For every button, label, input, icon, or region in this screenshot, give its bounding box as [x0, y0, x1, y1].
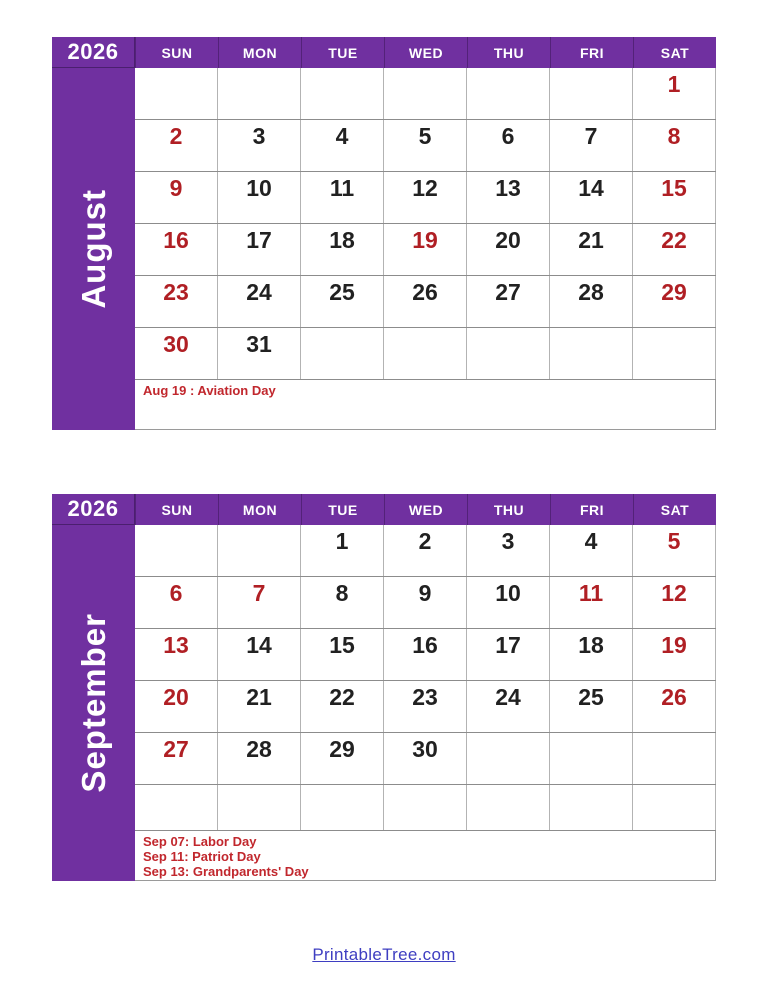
date-cell-august-1: 1	[633, 68, 716, 119]
date-cell-august-23: 23	[135, 276, 218, 327]
date-cell-empty	[218, 525, 301, 576]
date-cell-empty	[301, 68, 384, 119]
day-header-tue: TUE	[301, 37, 384, 68]
date-cell-august-24: 24	[218, 276, 301, 327]
date-cell-empty	[467, 68, 550, 119]
date-cell-september-17: 17	[467, 629, 550, 680]
day-header-fri: FRI	[550, 37, 633, 68]
date-cell-august-31: 31	[218, 328, 301, 379]
date-cell-empty	[550, 328, 633, 379]
date-cell-empty	[135, 785, 218, 830]
date-cell-empty	[135, 68, 218, 119]
date-cell-september-5: 5	[633, 525, 716, 576]
date-cell-august-21: 21	[550, 224, 633, 275]
date-cell-august-25: 25	[301, 276, 384, 327]
week-row	[135, 328, 716, 380]
holiday-note-line: Aug 19 : Aviation Day	[143, 383, 276, 398]
date-cell-august-11: 11	[301, 172, 384, 223]
week-row	[135, 120, 716, 172]
week-row	[135, 681, 716, 733]
date-cell-empty	[633, 733, 716, 784]
date-cell-august-6: 6	[467, 120, 550, 171]
date-cell-september-14: 14	[218, 629, 301, 680]
date-cell-empty	[135, 525, 218, 576]
day-header-sun: SUN	[135, 37, 218, 68]
month-block-august	[52, 37, 716, 430]
date-cell-august-15: 15	[633, 172, 716, 223]
date-cell-august-29: 29	[633, 276, 716, 327]
date-cell-august-9: 9	[135, 172, 218, 223]
week-row	[135, 629, 716, 681]
date-cell-september-22: 22	[301, 681, 384, 732]
calendar-grid	[135, 494, 716, 881]
date-cell-september-23: 23	[384, 681, 467, 732]
date-cell-empty	[550, 68, 633, 119]
date-cell-august-19: 19	[384, 224, 467, 275]
date-cell-september-2: 2	[384, 525, 467, 576]
date-cell-september-28: 28	[218, 733, 301, 784]
month-name-cell	[52, 68, 135, 430]
date-cell-august-8: 8	[633, 120, 716, 171]
date-cell-empty	[384, 68, 467, 119]
date-cell-august-10: 10	[218, 172, 301, 223]
date-cell-august-20: 20	[467, 224, 550, 275]
week-row	[135, 172, 716, 224]
date-cell-september-27: 27	[135, 733, 218, 784]
date-cell-august-18: 18	[301, 224, 384, 275]
day-header-thu: THU	[467, 37, 550, 68]
date-cell-september-12: 12	[633, 577, 716, 628]
footer	[0, 945, 768, 965]
date-cell-august-16: 16	[135, 224, 218, 275]
date-cell-empty	[301, 328, 384, 379]
date-cell-empty	[301, 785, 384, 830]
holiday-note-line: Sep 13: Grandparents' Day	[143, 864, 309, 879]
month-name-label: September	[74, 613, 112, 793]
calendar-grid	[135, 37, 716, 430]
footer-link[interactable]: PrintableTree.com	[312, 945, 456, 964]
date-cell-september-30: 30	[384, 733, 467, 784]
month-sidebar	[52, 37, 135, 430]
day-header-wed: WED	[384, 494, 467, 525]
date-cell-september-3: 3	[467, 525, 550, 576]
date-cell-empty	[633, 328, 716, 379]
date-grid	[135, 525, 716, 831]
date-cell-august-22: 22	[633, 224, 716, 275]
month-sidebar	[52, 494, 135, 881]
date-cell-august-4: 4	[301, 120, 384, 171]
date-cell-september-21: 21	[218, 681, 301, 732]
date-cell-september-15: 15	[301, 629, 384, 680]
day-header-mon: MON	[218, 494, 301, 525]
holiday-note-line: Sep 07: Labor Day	[143, 834, 257, 849]
day-header-sat: SAT	[633, 494, 716, 525]
day-of-week-header-row	[135, 494, 716, 525]
date-cell-september-1: 1	[301, 525, 384, 576]
date-cell-september-25: 25	[550, 681, 633, 732]
date-cell-september-10: 10	[467, 577, 550, 628]
year-label: 2026	[52, 37, 135, 68]
date-cell-september-19: 19	[633, 629, 716, 680]
day-header-wed: WED	[384, 37, 467, 68]
date-cell-september-16: 16	[384, 629, 467, 680]
week-row	[135, 733, 716, 785]
date-cell-august-2: 2	[135, 120, 218, 171]
date-cell-empty	[633, 785, 716, 830]
date-cell-august-26: 26	[384, 276, 467, 327]
holiday-notes-box	[135, 831, 716, 881]
date-cell-september-24: 24	[467, 681, 550, 732]
date-cell-august-13: 13	[467, 172, 550, 223]
date-cell-empty	[218, 785, 301, 830]
date-cell-september-4: 4	[550, 525, 633, 576]
date-cell-august-5: 5	[384, 120, 467, 171]
date-cell-september-8: 8	[301, 577, 384, 628]
date-cell-august-17: 17	[218, 224, 301, 275]
month-block-september	[52, 494, 716, 881]
date-cell-september-13: 13	[135, 629, 218, 680]
month-name-label: August	[74, 189, 112, 309]
holiday-note-line: Sep 11: Patriot Day	[143, 849, 261, 864]
date-cell-empty	[384, 785, 467, 830]
date-cell-september-9: 9	[384, 577, 467, 628]
day-header-mon: MON	[218, 37, 301, 68]
date-cell-september-18: 18	[550, 629, 633, 680]
date-cell-empty	[467, 785, 550, 830]
year-label: 2026	[52, 494, 135, 525]
date-cell-empty	[384, 328, 467, 379]
date-grid	[135, 68, 716, 380]
date-cell-august-28: 28	[550, 276, 633, 327]
date-cell-august-30: 30	[135, 328, 218, 379]
holiday-notes-box	[135, 380, 716, 430]
date-cell-august-27: 27	[467, 276, 550, 327]
date-cell-august-14: 14	[550, 172, 633, 223]
date-cell-empty	[467, 328, 550, 379]
date-cell-empty	[550, 785, 633, 830]
week-row	[135, 276, 716, 328]
date-cell-september-6: 6	[135, 577, 218, 628]
date-cell-august-12: 12	[384, 172, 467, 223]
date-cell-august-3: 3	[218, 120, 301, 171]
date-cell-september-29: 29	[301, 733, 384, 784]
day-of-week-header-row	[135, 37, 716, 68]
date-cell-empty	[550, 733, 633, 784]
date-cell-empty	[467, 733, 550, 784]
date-cell-september-7: 7	[218, 577, 301, 628]
date-cell-september-11: 11	[550, 577, 633, 628]
date-cell-empty	[218, 68, 301, 119]
date-cell-september-20: 20	[135, 681, 218, 732]
week-row	[135, 785, 716, 831]
week-row	[135, 68, 716, 120]
week-row	[135, 525, 716, 577]
date-cell-august-7: 7	[550, 120, 633, 171]
day-header-fri: FRI	[550, 494, 633, 525]
day-header-thu: THU	[467, 494, 550, 525]
month-name-cell	[52, 525, 135, 881]
day-header-tue: TUE	[301, 494, 384, 525]
day-header-sun: SUN	[135, 494, 218, 525]
week-row	[135, 224, 716, 276]
day-header-sat: SAT	[633, 37, 716, 68]
week-row	[135, 577, 716, 629]
date-cell-september-26: 26	[633, 681, 716, 732]
